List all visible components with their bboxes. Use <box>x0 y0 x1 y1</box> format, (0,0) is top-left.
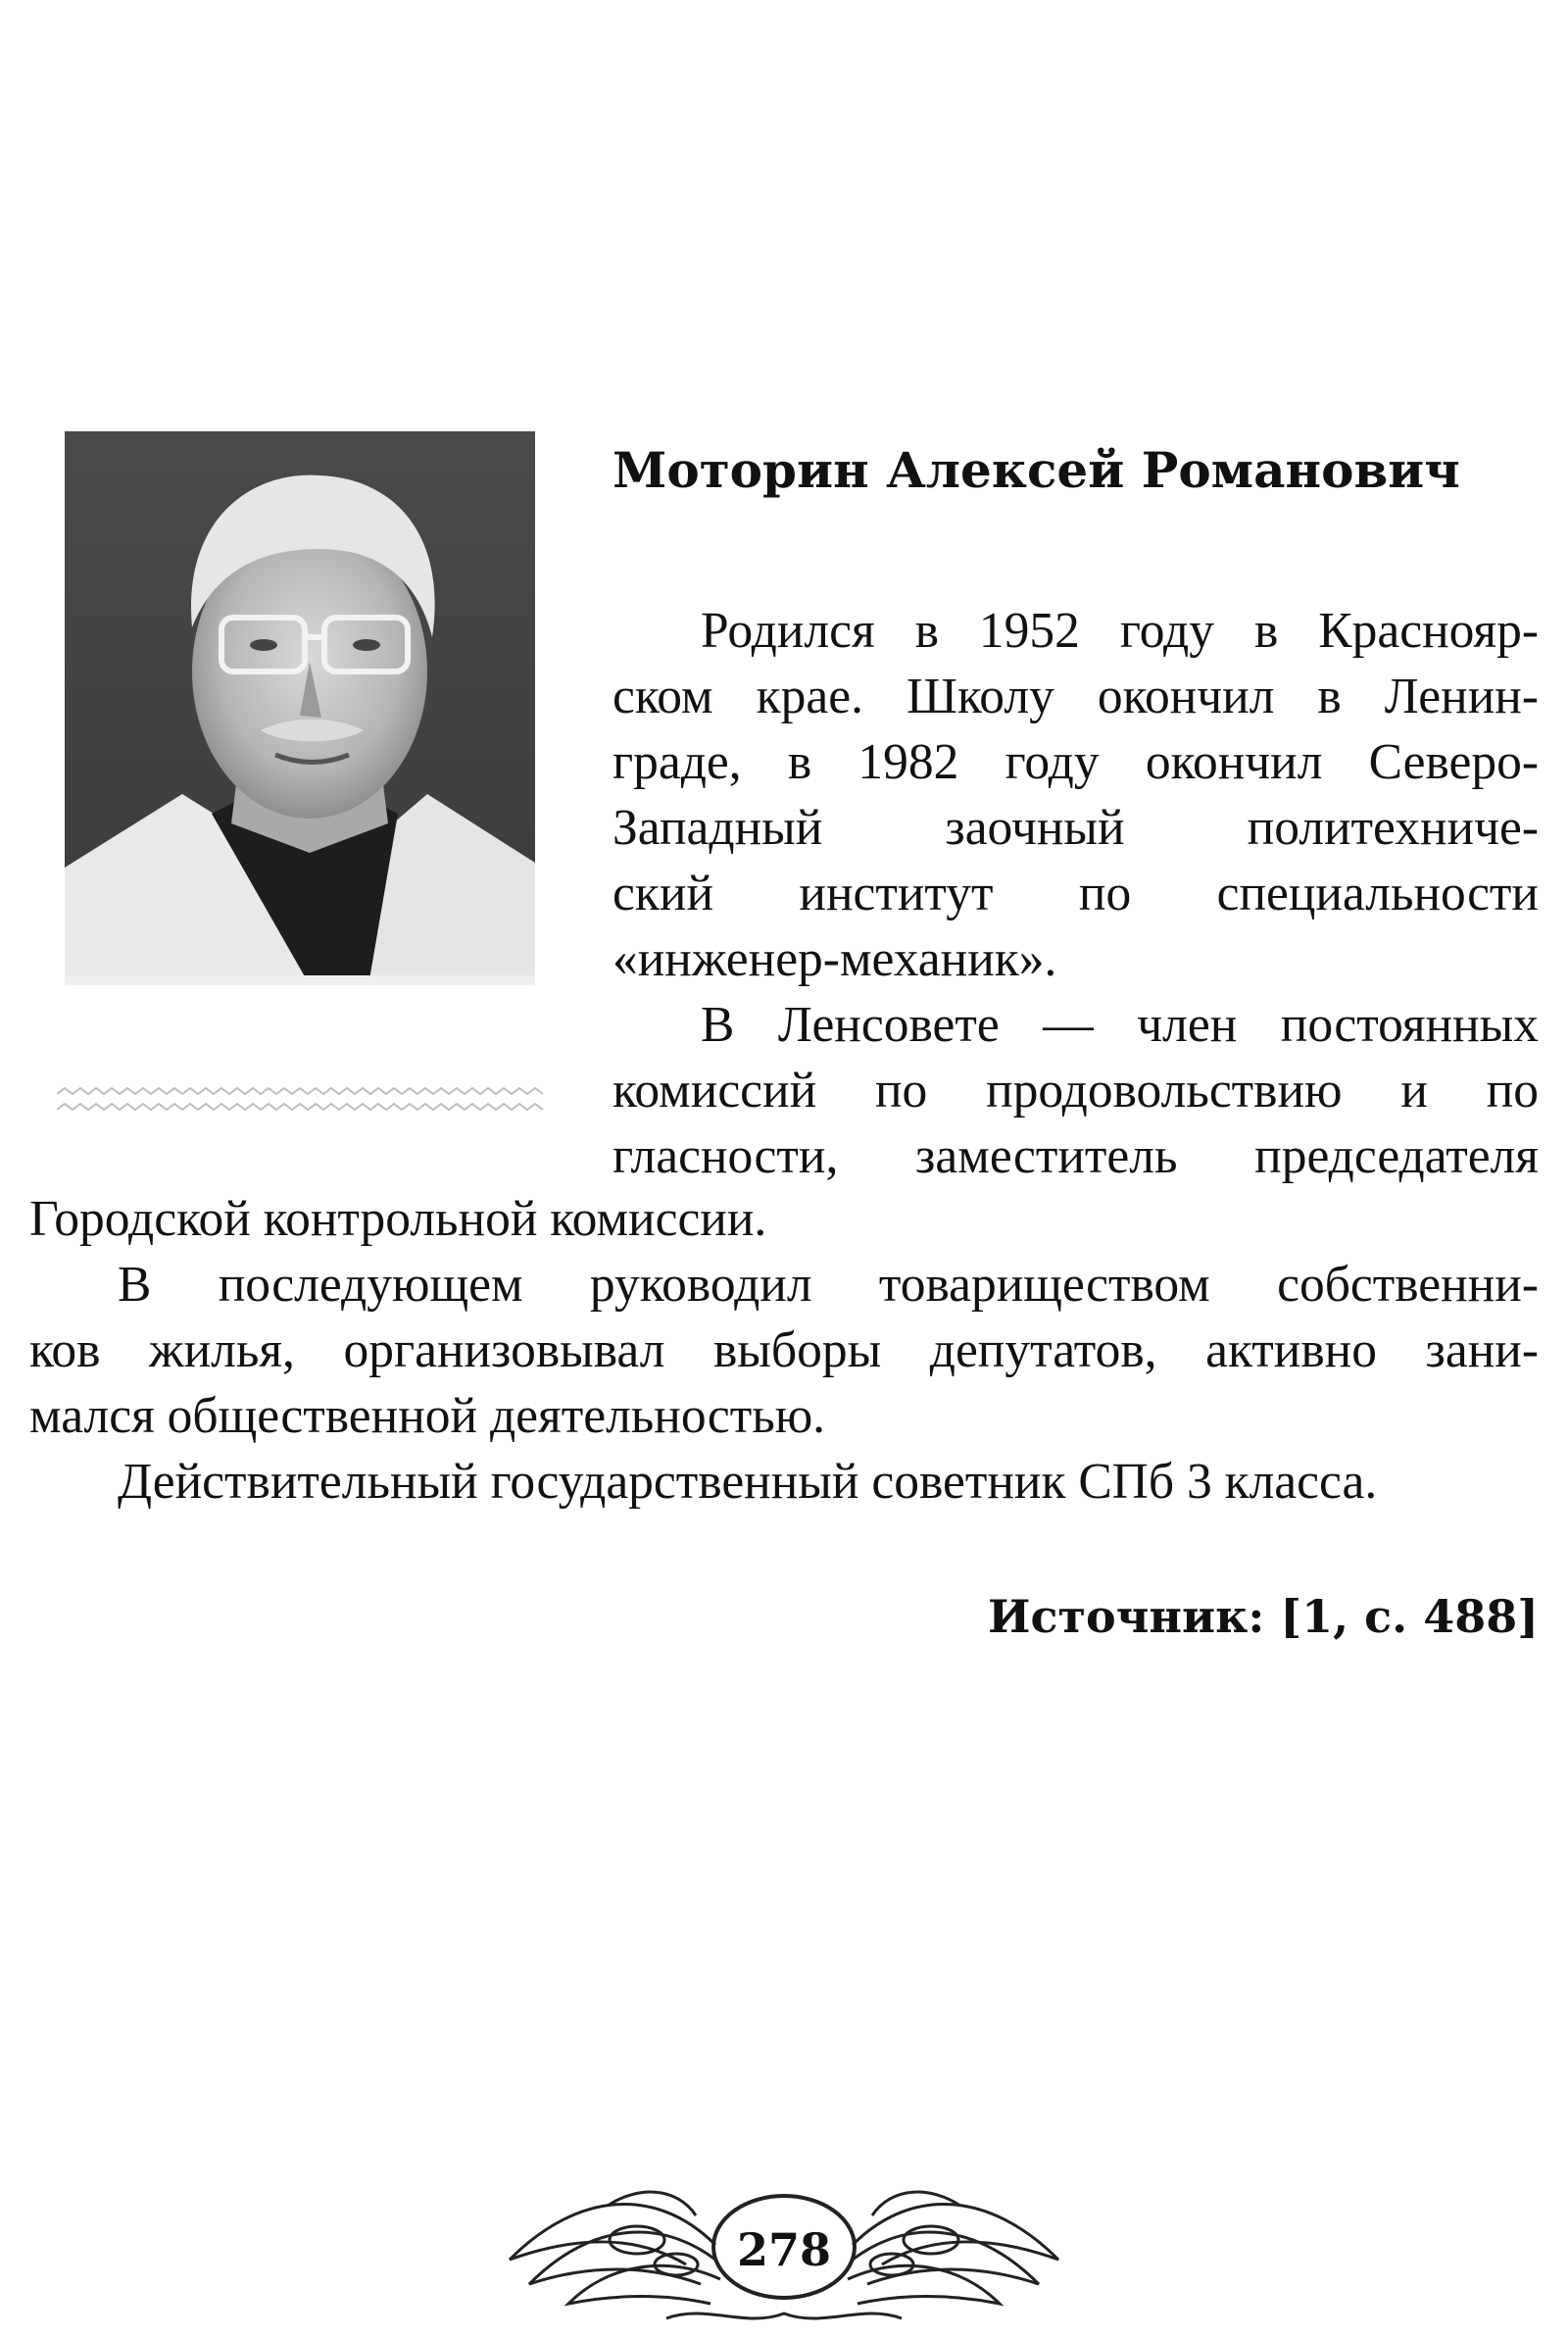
bio-right-column <box>612 598 1539 1189</box>
bio-full-width-1 <box>29 1186 1539 1252</box>
bio-line: гласности, заместитель председателя <box>612 1128 1539 1184</box>
source-reference: Источник: [1, с. 488] <box>988 1590 1539 1643</box>
person-name: Моторин Алексей Романович <box>612 441 1460 499</box>
zigzag-divider-icon <box>57 1086 547 1114</box>
bio-line: Действительный государственный советник СПб 3 класса. <box>118 1454 1378 1510</box>
bio-line: Родился в 1952 году в Краснояр- <box>701 603 1539 659</box>
bio-line: комиссий по продовольствию и по <box>612 1063 1539 1119</box>
bio-line: граде, в 1982 году окончил Северо- <box>612 734 1539 790</box>
bio-line: мался общественной деятельностью. <box>29 1388 826 1444</box>
bio-line: В Ленсовете — член постоянных <box>701 997 1539 1053</box>
bio-line: Западный заочный политехниче- <box>612 800 1539 856</box>
page-number: 278 <box>736 2223 832 2276</box>
bio-line: В последующем руководил товариществом собственни- <box>118 1257 1539 1313</box>
bio-line: «инженер-механик». <box>612 931 1057 987</box>
portrait-photo <box>65 431 535 985</box>
bio-line: ков жилья, организовывал выборы депутатов, активно зани- <box>29 1322 1539 1378</box>
bio-paragraph-4 <box>29 1449 1539 1515</box>
bio-paragraph-3 <box>29 1252 1539 1449</box>
bio-line: ский институт по специальности <box>612 866 1539 921</box>
bio-line: Городской контрольной комиссии. <box>29 1191 767 1247</box>
bio-line: ском крае. Школу окончил в Ленин- <box>612 669 1539 724</box>
